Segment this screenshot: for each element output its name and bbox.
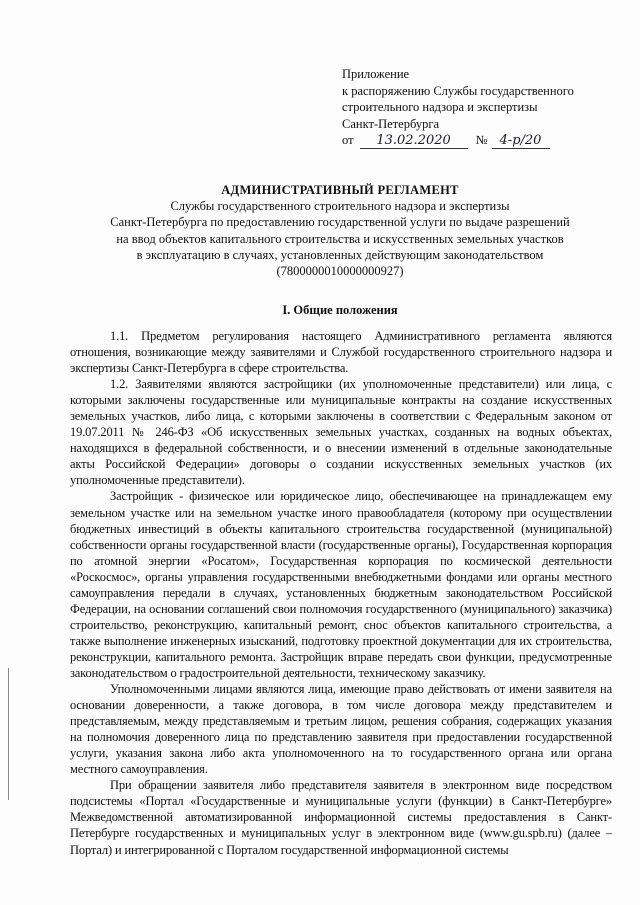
number-label: №: [475, 133, 488, 147]
title-line-3: на ввод объектов капитального строительства и искусственных земельных участков: [116, 231, 564, 246]
paragraph-electronic-request: При обращении заявителя либо представителя заявителя в электронном виде посредством подсистемы «Портал «Государственные и муниципальные услуги (функции) в Санкт-Петербурге» Межведомственной автоматизированной информационной системы предоставления в Санкт-Петербурге государственных и муниципальных услуг в электронном виде (www.gu.spb.ru) (далее – Портал) и интегрированной с Порталом государственной информационной системы: [70, 778, 612, 857]
appendix-line-2: к распоряжению Службы государственного: [342, 83, 574, 98]
body-text: [70, 328, 612, 858]
handwritten-date: 13.02.2020: [360, 134, 468, 149]
scan-margin-line: [8, 668, 9, 800]
from-label: от: [342, 133, 354, 147]
date-number-row: [342, 132, 612, 149]
appendix-block: [342, 66, 612, 149]
appendix-line-4: Санкт-Петербурга: [342, 116, 440, 131]
appendix-line-1: Приложение: [342, 67, 410, 81]
title-line-1: Службы государственного строительного надзора и экспертизы: [170, 199, 510, 214]
title-main: АДМИНИСТРАТИВНЫЙ РЕГЛАМЕНТ: [221, 183, 459, 197]
paragraph-1-2: 1.2. Заявителями являются застройщики (их уполномоченные представители) или лица, с которыми заключены государственные или муниципальные контракты на создание искусственных земельных участков, либо лица, с которыми заключены в соответствии с Федеральным законом от 19.07.2011 № 246-ФЗ «Об искусственных земельных участках, созданных на водных объектах, находящихся в федеральной собственности, и о внесении изменений в отдельные законодательные акты Российской Федерации» договоры о создании искусственных земельных участков (их уполномоченные представители).: [70, 377, 612, 488]
regulation-title: [60, 182, 620, 279]
paragraph-authorized-persons: Уполномоченными лицами являются лица, имеющие право действовать от имени заявителя на основании доверенности, а также договора, в том числе договора между представителем и представляемым, между представляемым и третьим лицом, решения собрания, содержащих указания на полномочия доверенного лица по представлению заявителя при предоставлении государственной услуги, указания закона либо акта уполномоченного на то государственного органа или органа местного самоуправления.: [70, 682, 612, 777]
section-heading: I. Общие положения: [282, 303, 398, 317]
appendix-line-3: строительного надзора и экспертизы: [342, 100, 538, 114]
paragraph-1-1: 1.1. Предметом регулирования настоящего Административного регламента являются отношения, возникающие между заявителями и Службой государственного строительного надзора и экспертизы Санкт-Петербурга в сфере строительства.: [70, 329, 612, 376]
title-line-4: в эксплуатацию в случаях, установленных действующим законодательством: [136, 247, 544, 262]
paragraph-developer: Застройщик - физическое или юридическое лицо, обеспечивающее на принадлежащем ему земельном участке или на земельном участке иного правообладателя (которому при осуществлении бюджетных инвестиций в объекты капитального строительства государственной (муниципальной) собственности органы государственной власти (государственные органы), Государственная корпорация по атомной энергии «Росатом», Государственная корпорация по космической деятельности «Роскосмос», органы управления государственными внебюджетными фондами или органы местного самоуправления передали в случаях, установленных бюджетным законодательством Российской Федерации, на основании соглашений свои полномочия государственного (муниципального) заказчика) строительство, реконструкцию, капитальный ремонт, снос объектов капитального строительства, а также выполнение инженерных изысканий, подготовку проектной документации для их строительства, реконструкции, капитального ремонта. Застройщик вправе передать свои функции, предусмотренные законодательством о градостроительной деятельности, техническому заказчику.: [70, 489, 612, 680]
handwritten-number: 4-р/20: [492, 134, 550, 149]
title-line-2: Санкт-Петербурга по предоставлению государственной услуги по выдаче разрешений: [110, 215, 570, 230]
title-line-5: (7800000010000000927): [276, 264, 404, 279]
